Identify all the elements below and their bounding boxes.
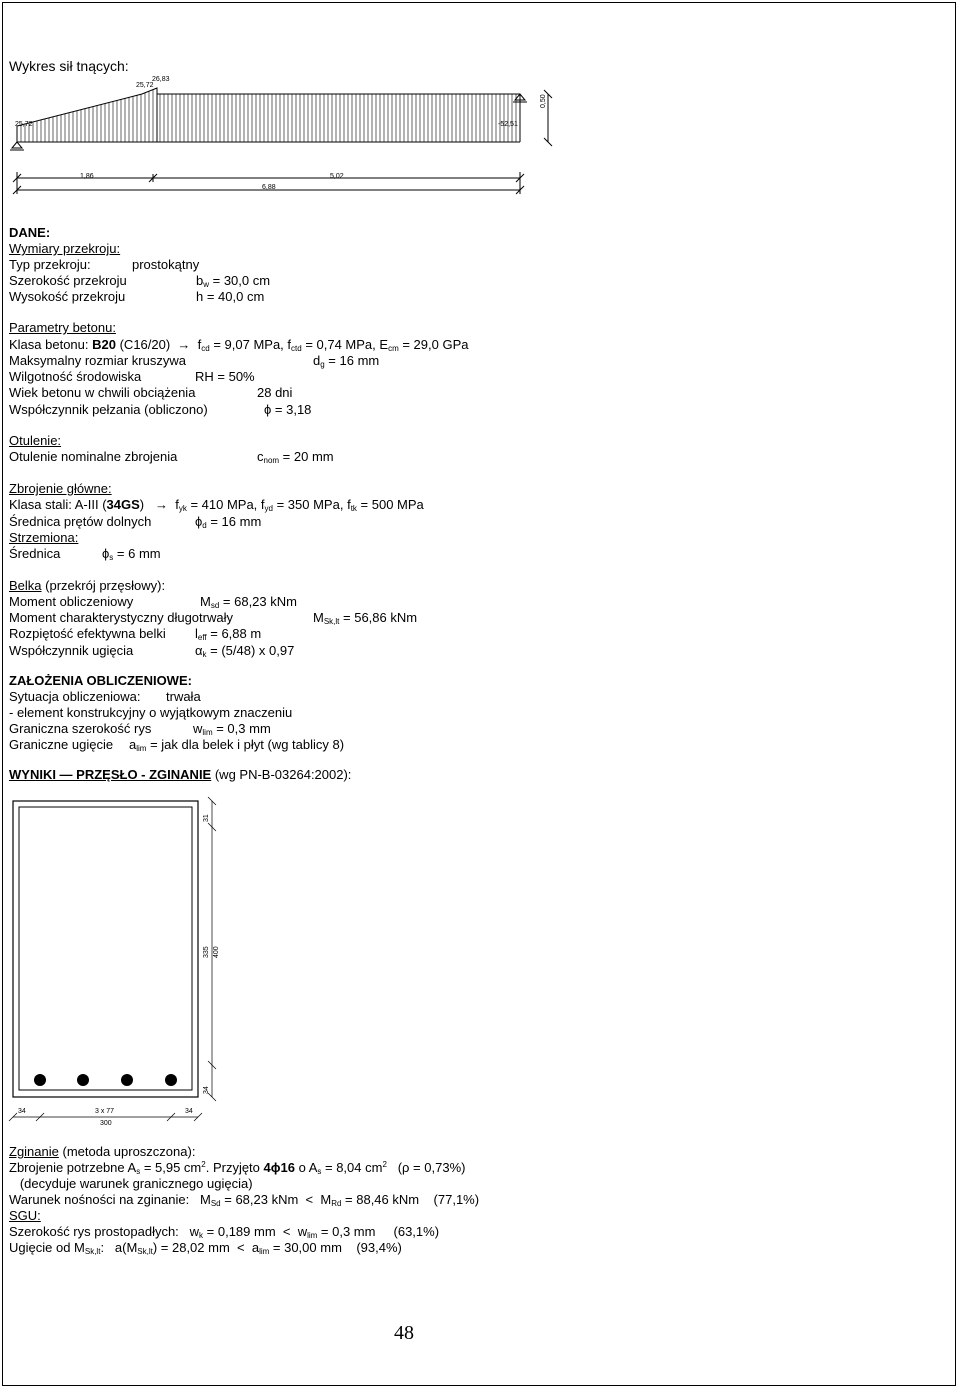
- section-outline: [13, 801, 198, 1097]
- as-row: Zbrojenie potrzebne $A_s = 5,95$ $cm^2$. Przyjęto 4ϕ16 o $A_s = 8,04$ $cm^2$ (ρ = 0,73%): [9, 1160, 466, 1176]
- klasa-row: Klasa betonu: B20 $(C16/20) \to f_{cd} = 9,07$ MPa, $f_{ctd} = 0,74$ MPa, $E_{cm} = 29,0$ GPa: [9, 337, 469, 353]
- stal-row: Klasa stali: A-III $(34GS) \to f_{yk} = 410$ MPa, $f_{yd} = 350$ MPa, $f_{tk} = 500$ MPa: [9, 497, 424, 513]
- kruszywo-row: Maksymalny rozmiar kruszywa $d_g = 16$ mm: [9, 353, 380, 369]
- otulenie-heading: Otulenie:: [9, 433, 62, 448]
- wyniki-heading: WYNIKI — PRZĘSŁO - ZGINANIE (wg PN-B-03264:2002):: [9, 767, 352, 782]
- rh-row: Wilgotność środowiska RH = 50%: [9, 369, 255, 384]
- element-row: - element konstrukcyjny o wyjątkowym znaczeniu: [9, 705, 293, 720]
- szer-row: Szerokość przekroju $b_w = 30,0$ cm: [9, 273, 271, 289]
- page-number: 48: [394, 1322, 414, 1344]
- cnom-row: Otulenie nominalne zbrojenia $c_{nom} = 20$ mm: [9, 449, 334, 465]
- shear-peak-b: 26,83: [152, 76, 170, 83]
- dane-title: DANE:: [9, 225, 51, 240]
- dim-335: 335: [203, 946, 210, 958]
- rebar-3: [121, 1074, 133, 1086]
- cross-section: [0, 795, 240, 1135]
- dim-400: 400: [213, 946, 220, 958]
- dim-34-bottom: 34: [185, 1108, 193, 1115]
- sytuacja-row: Sytuacja obliczeniowa: trwała: [9, 689, 201, 704]
- dim-top: 31: [203, 814, 210, 822]
- ugiecie-row: Ugięcie od $M_{Sk,lt}$: $a(M_{Sk,lt}) = 28,02$ mm < $a_{lim} = 30,00$ mm (93,4%): [9, 1240, 402, 1256]
- stirrup-outline: [19, 807, 192, 1090]
- decyd-row: (decyduje warunek granicznego ugięcia): [9, 1176, 253, 1191]
- shear-peak-a: 25,72: [136, 82, 154, 89]
- shear-title: Wykres sił tnących:: [9, 58, 129, 74]
- shear-right-small: 0,50: [540, 94, 547, 108]
- wlim-row: Graniczna szerokość rys $w_{lim} = 0,3$ mm: [9, 721, 271, 737]
- zal-title: ZAŁOŻENIA OBLICZENIOWE:: [9, 673, 192, 688]
- typ-row: Typ przekroju: prostokątny: [9, 257, 200, 272]
- rebar-4: [165, 1074, 177, 1086]
- span-total: 6,88: [262, 184, 276, 191]
- srednica-row: Średnica $\phi_s = 6$ mm: [9, 546, 161, 562]
- span-a: 1,86: [80, 173, 94, 180]
- msk-row: Moment charakterystyczny długotrwały $M_{Sk,lt} = 56,86$ kNm: [9, 610, 418, 626]
- span-b: 5,02: [330, 173, 344, 180]
- rebar-1: [34, 1074, 46, 1086]
- param-heading: Parametry betonu:: [9, 320, 116, 335]
- wiek-row: Wiek betonu w chwili obciążenia 28 dni: [9, 385, 293, 400]
- alfa-row: Współczynnik ugięcia $\alpha_k = (5/48)$ x 0,97: [9, 643, 295, 659]
- dim-300: 300: [100, 1120, 112, 1127]
- pelz-row: Współczynnik pełzania (obliczono) ϕ = 3,18: [9, 402, 312, 417]
- rysy-row: Szerokość rys prostopadłych: $w_k = 0,189$ mm < $w_{lim} = 0,3$ mm (63,1%): [9, 1224, 440, 1240]
- left-support-icon: [12, 142, 22, 148]
- warunek-row: Warunek nośności na zginanie: $M_{Sd} = 68,23$ kNm < $M_{Rd} = 88,46$ kNm (77,1%): [9, 1192, 480, 1208]
- dolne-row: Średnica prętów dolnych $\phi_d = 16$ mm: [9, 514, 262, 530]
- zginanie-heading: Zginanie (metoda uproszczona):: [9, 1144, 196, 1159]
- strzem-heading: Strzemiona:: [9, 530, 79, 545]
- dim-3x77: 3 x 77: [95, 1108, 115, 1115]
- dim-34-right: 34: [203, 1086, 210, 1094]
- leff-row: Rozpiętość efektywna belki $l_{eff} = 6,88$ m: [9, 626, 262, 642]
- rebar-2: [77, 1074, 89, 1086]
- zbroj-heading: Zbrojenie główne:: [9, 481, 112, 496]
- wys-row: Wysokość przekroju h = 40,0 cm: [9, 289, 265, 304]
- wymiary-heading: Wymiary przekroju:: [9, 241, 121, 256]
- shear-right-end: -52,51: [498, 121, 518, 128]
- sgu-heading: SGU:: [9, 1208, 41, 1223]
- belka-heading: Belka (przekrój przęsłowy):: [9, 578, 166, 593]
- dim-34-left: 34: [18, 1108, 26, 1115]
- alim-row: Graniczne ugięcie $a_{lim}$ = jak dla belek i płyt (wg tablicy 8): [9, 737, 345, 753]
- shear-left-end: 25,72: [15, 121, 33, 128]
- msd-row: Moment obliczeniowy $M_{sd} = 68,23$ kNm: [9, 594, 297, 610]
